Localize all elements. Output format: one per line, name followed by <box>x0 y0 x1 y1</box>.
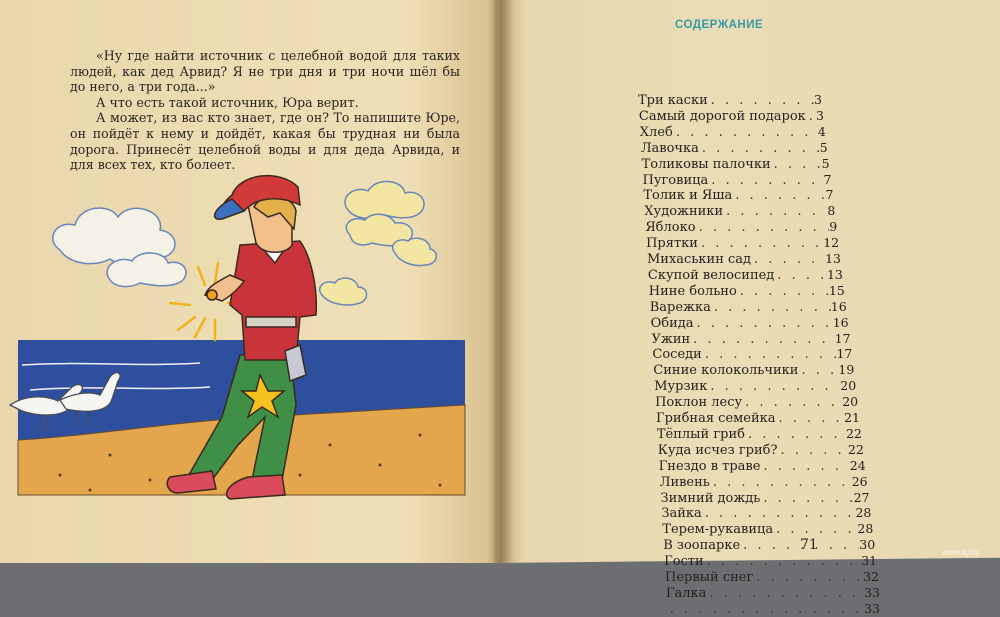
toc-item-page: 5 <box>821 155 830 171</box>
toc-leader-dots <box>732 188 825 203</box>
toc-item <box>659 458 866 474</box>
toc-leader-dots <box>702 347 837 362</box>
toc-item <box>650 299 847 315</box>
toc-item <box>665 569 879 585</box>
toc-leader-dots <box>702 506 856 521</box>
toc-item <box>654 378 856 394</box>
toc-item-page: 13 <box>826 266 843 282</box>
toc-leader-dots <box>742 395 842 410</box>
toc-item <box>652 331 851 347</box>
toc-item-page: 3 <box>815 107 824 123</box>
toc-item-title: Толик и Яша <box>643 188 733 204</box>
toc-item <box>647 251 841 267</box>
toc-title: СОДЕРЖАНИЕ <box>675 19 764 31</box>
toc-item-title: Мурзик <box>654 379 708 395</box>
toc-item-page: 7 <box>825 187 834 203</box>
toc-item-page: 16 <box>832 314 849 330</box>
toc-item-title: Гнездо в траве <box>658 458 761 474</box>
toc-item-page: 28 <box>857 521 874 537</box>
toc-item-title: Михаськин сад <box>647 252 752 267</box>
toc-leader-dots <box>806 109 816 124</box>
toc-item-title: Тёплый гриб <box>656 426 745 442</box>
toc-leader-dots <box>745 427 846 442</box>
toc-item <box>642 156 830 172</box>
toc-leader-dots <box>667 602 864 617</box>
toc-leader-dots <box>798 363 838 378</box>
toc-item <box>643 172 832 188</box>
toc-item-title: Варежка <box>649 299 711 315</box>
toc-leader-dots <box>753 570 863 585</box>
story-paragraph-3: А может, из вас кто знает, где он? То напишите Юре, он пойдёт к нему и дойдёт, какая бы трудная ни была дорога. Принесёт целебной воды и для деда Арвида, и для всех тех, кто болеет. <box>70 110 460 173</box>
toc-item-title: Три каски <box>638 93 708 108</box>
toc-item-title: Ужин <box>651 331 691 347</box>
toc-item <box>638 92 822 108</box>
toc-item <box>652 346 852 362</box>
toc-item-title: Зимний дождь <box>660 490 761 506</box>
toc-leader-dots <box>707 379 840 394</box>
toc-item <box>661 490 870 506</box>
toc-item <box>667 601 880 617</box>
toc-leader-dots <box>737 284 829 299</box>
toc-leader-dots <box>673 125 818 140</box>
toc-item-title: Скупой велосипед <box>647 267 775 283</box>
toc-item-title: Прятки <box>646 236 698 252</box>
toc-item <box>646 235 839 251</box>
toc-item <box>649 283 845 299</box>
toc-item <box>639 108 824 124</box>
toc-leader-dots <box>698 236 823 251</box>
toc-item-page: 31 <box>861 553 878 569</box>
toc-item <box>644 203 835 219</box>
toc-item <box>640 124 826 140</box>
toc-leader-dots <box>760 459 849 474</box>
toc-item-title: Галка <box>665 585 707 601</box>
toc-item-title: Грибная семейка <box>656 411 776 426</box>
toc-item <box>641 140 828 156</box>
toc-item <box>658 442 864 458</box>
toc-item <box>648 267 843 283</box>
page-number: 71 <box>800 537 818 553</box>
toc-item-page: 7 <box>823 171 832 187</box>
toc-item <box>651 315 849 331</box>
toc-item-page: 17 <box>834 330 851 346</box>
toc-item-page: 30 <box>859 537 876 553</box>
toc-leader-dots <box>773 522 857 537</box>
toc-item <box>660 474 868 490</box>
story-paragraph-2: А что есть такой источник, Юра верит. <box>96 94 359 110</box>
toc-item-page: 15 <box>828 282 845 298</box>
toc-item <box>664 553 877 569</box>
toc-leader-dots <box>760 491 853 506</box>
toc-item-page: 12 <box>823 235 840 251</box>
toc-leader-dots <box>708 93 814 108</box>
toc-item-page: 4 <box>817 123 826 139</box>
toc-item-title: Пуговица <box>642 172 709 188</box>
toc-leader-dots <box>694 316 833 331</box>
toc-leader-dots <box>751 252 825 267</box>
toc-item-page: 9 <box>829 219 838 235</box>
toc-item-page: 16 <box>830 298 847 314</box>
story-paragraph-1: «Ну где найти источник с целебной водой для таких людей, как дед Арвид? Я не три дня и три ночи шёл бы до него, а три года...» <box>70 48 460 95</box>
toc-item-page: 24 <box>849 457 866 473</box>
toc-item-title: Гости <box>664 554 704 570</box>
toc-item <box>666 585 880 601</box>
toc-item-page: 3 <box>814 92 822 107</box>
toc-item-page: 33 <box>864 584 880 600</box>
toc-item-title: Куда исчез гриб? <box>657 442 778 458</box>
toc-item <box>655 394 858 410</box>
toc-item-page: 19 <box>838 362 855 378</box>
toc-item <box>657 426 862 442</box>
toc-item-title: Толиковы палочки <box>641 156 771 172</box>
watermark: www.ay.by <box>942 548 980 557</box>
toc-leader-dots <box>774 268 827 283</box>
toc-item-page: 32 <box>863 569 879 584</box>
toc-leader-dots <box>708 173 823 188</box>
toc-leader-dots <box>711 300 831 315</box>
toc-leader-dots <box>696 220 830 235</box>
toc-item-page: 22 <box>845 425 862 441</box>
toc-item-title: Синие колокольчики <box>653 363 799 379</box>
toc-leader-dots <box>776 411 845 426</box>
toc-item-page: 8 <box>827 203 836 219</box>
toc-item <box>645 219 837 235</box>
toc-item-page: 5 <box>819 139 828 155</box>
toc-leader-dots <box>690 332 834 347</box>
toc-item <box>661 505 871 521</box>
toc-item-title: Хлеб <box>639 124 673 140</box>
toc-item-title: Терем-рукавица <box>662 522 774 538</box>
toc-item-page: 20 <box>842 394 859 410</box>
toc-item <box>662 521 873 537</box>
toc-item-page: 20 <box>840 378 857 394</box>
toc-item-title: Ливень <box>659 474 710 490</box>
toc-item <box>663 537 875 553</box>
toc-item-page: 28 <box>855 505 872 521</box>
toc-item <box>653 362 854 378</box>
toc-item-title: Нине больно <box>648 283 737 299</box>
toc-leader-dots <box>777 443 847 458</box>
toc-item-title: Первый снег <box>665 570 754 585</box>
toc-item-title: Яблоко <box>645 220 696 236</box>
toc-item-title: Зайка <box>661 506 702 522</box>
toc-leader-dots <box>699 141 820 156</box>
toc-leader-dots <box>704 554 862 569</box>
toc-item-page: 27 <box>853 489 870 505</box>
toc-leader-dots <box>710 475 852 490</box>
toc-item-page: 22 <box>847 441 864 457</box>
toc-item-title: Самый дорогой подарок <box>638 108 806 124</box>
toc-item-title: Соседи <box>652 347 702 363</box>
toc-item-title: В зоопарке <box>663 538 741 554</box>
toc-item-page: 17 <box>836 346 853 362</box>
toc-item <box>643 187 833 203</box>
toc-item <box>656 410 860 426</box>
toc-item-title: Обида <box>650 315 694 331</box>
toc-item-page: 33 <box>864 600 880 616</box>
toc-leader-dots <box>706 586 864 601</box>
toc-leader-dots <box>723 204 827 219</box>
toc-item-title: Поклон лесу <box>655 395 743 411</box>
toc-item-page: 21 <box>844 410 860 425</box>
toc-item-page: 13 <box>825 251 841 266</box>
toc-item-title: Художники <box>644 204 724 220</box>
toc-leader-dots <box>771 157 822 172</box>
toc-item-page: 26 <box>851 473 868 489</box>
toc-item-title: Лавочка <box>640 140 699 156</box>
